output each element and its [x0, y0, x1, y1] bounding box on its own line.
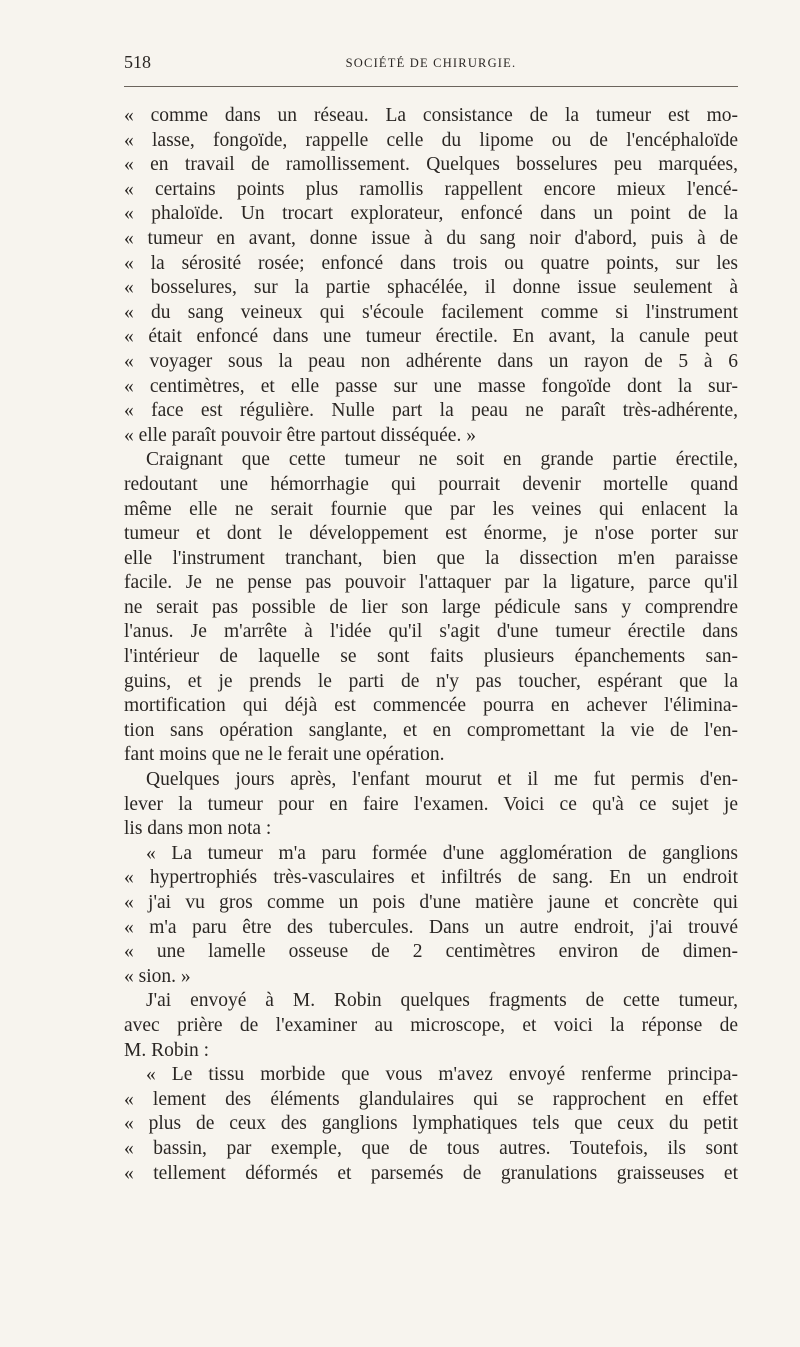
paragraph-start-line: Quelques jours après, l'enfant mourut et il me fut permis d'en-: [146, 769, 738, 791]
text-line: mortification qui déjà est commencée pourra en achever l'élimina-: [124, 695, 738, 717]
text-line: fant moins que ne le ferait une opération.: [124, 744, 445, 766]
text-line: « elle paraît pouvoir être partout disséquée. »: [124, 424, 476, 446]
text-line: « bassin, par exemple, que de tous autres. Toutefois, ils sont: [124, 1137, 738, 1159]
text-line: « en travail de ramollissement. Quelques bosselures peu marquées,: [124, 154, 738, 176]
text-line: facile. Je ne pense pas pouvoir l'attaquer par la ligature, parce qu'il: [124, 572, 738, 594]
text-line: « centimètres, et elle passe sur une masse fongoïde dont la sur-: [124, 375, 738, 397]
text-line: tumeur et dont le développement est énorme, je n'ose porter sur: [124, 523, 738, 545]
paragraph-start-line: J'ai envoyé à M. Robin quelques fragments de cette tumeur,: [146, 990, 738, 1012]
text-line: elle l'instrument tranchant, bien que la dissection m'en paraisse: [124, 547, 738, 569]
text-line: « était enfoncé dans une tumeur érectile. En avant, la canule peut: [124, 326, 738, 348]
text-line: « plus de ceux des ganglions lymphatiques tels que ceux du petit: [124, 1113, 738, 1135]
text-line: M. Robin :: [124, 1039, 210, 1061]
text-line: redoutant une hémorrhagie qui pourrait devenir mortelle quand: [124, 473, 738, 495]
text-line: l'intérieur de laquelle se sont faits plusieurs épanchements san-: [124, 646, 738, 668]
paragraph-start-line: « Le tissu morbide que vous m'avez envoyé renferme principa-: [146, 1064, 738, 1086]
text-line: « la sérosité rosée; enfoncé dans trois ou quatre points, sur les: [124, 252, 738, 274]
text-line: « face est régulière. Nulle part la peau ne paraît très-adhérente,: [124, 400, 738, 422]
text-line: « comme dans un réseau. La consistance de la tumeur est mo-: [124, 105, 738, 126]
text-line: « lement des éléments glandulaires qui se rapprochent en effet: [124, 1088, 738, 1110]
text-line: guins, et je prends le parti de n'y pas toucher, espérant que la: [124, 670, 738, 692]
text-line: avec prière de l'examiner au microscope, et voici la réponse de: [124, 1014, 738, 1036]
text-line: lis dans mon nota :: [124, 818, 272, 840]
body-text: [124, 104, 738, 1186]
text-line: ne serait pas possible de lier son large pédicule sans y comprendre: [124, 596, 738, 618]
text-line: « tellement déformés et parsemés de granulations graisseuses et: [124, 1162, 738, 1184]
text-line: « j'ai vu gros comme un pois d'une matière jaune et concrète qui: [124, 892, 738, 913]
text-line: « sion. »: [124, 965, 191, 987]
text-line: « certains points plus ramollis rappellent encore mieux l'encé-: [124, 178, 738, 200]
text-line: l'anus. Je m'arrête à l'idée qu'il s'agit d'une tumeur érectile dans: [124, 621, 738, 643]
paragraph-start-line: « La tumeur m'a paru formée d'une agglomération de ganglions: [146, 842, 738, 864]
text-line: « du sang veineux qui s'écoule facilement comme si l'instrument: [124, 301, 738, 323]
text-line: « voyager sous la peau non adhérente dans un rayon de 5 à 6: [124, 350, 738, 372]
text-line: « tumeur en avant, donne issue à du sang noir d'abord, puis à de: [124, 227, 738, 249]
text-line: « lasse, fongoïde, rappelle celle du lipome ou de l'encéphaloïde: [124, 129, 738, 151]
paragraph-start-line: Craignant que cette tumeur ne soit en grande partie érectile,: [146, 449, 738, 471]
text-line: « m'a paru être des tubercules. Dans un autre endroit, j'ai trouvé: [124, 916, 738, 938]
text-line: tion sans opération sanglante, et en compromettant la vie de l'en-: [124, 719, 738, 741]
running-head: SOCIÉTÉ DE CHIRURGIE.: [345, 56, 517, 70]
page-header: [124, 44, 738, 74]
page-number: 518: [124, 52, 151, 72]
text-line: « une lamelle osseuse de 2 centimètres environ de dimen-: [124, 941, 738, 963]
text-line: « hypertrophiés très-vasculaires et infiltrés de sang. En un endroit: [124, 867, 738, 889]
text-line: « phaloïde. Un trocart explorateur, enfoncé dans un point de la: [124, 203, 738, 225]
text-line: lever la tumeur pour en faire l'examen. Voici ce qu'à ce sujet je: [124, 793, 738, 815]
text-line: « bosselures, sur la partie sphacélée, il donne issue seulement à: [124, 277, 738, 299]
header-rule: [124, 86, 738, 87]
text-line: même elle ne serait fournie que par les veines qui enlacent la: [124, 498, 738, 520]
